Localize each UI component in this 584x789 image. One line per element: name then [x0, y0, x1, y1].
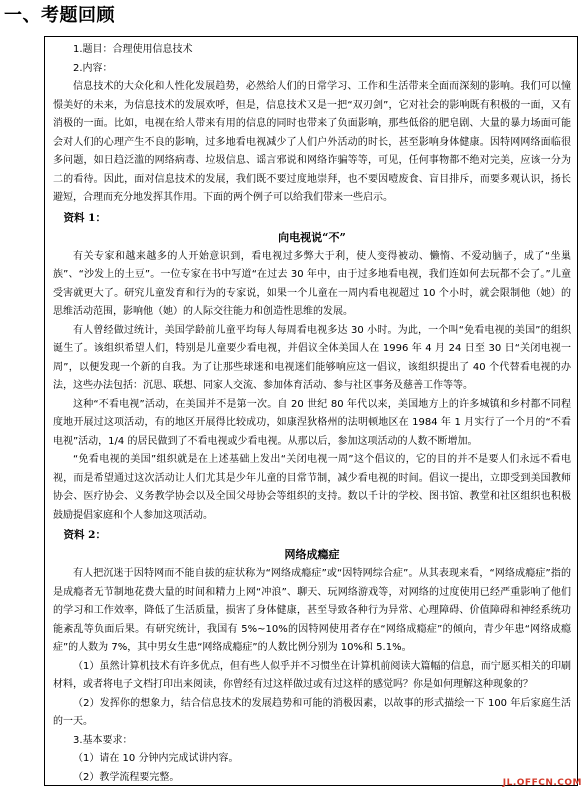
question-1: （1）虽然计算机技术有许多优点，但有些人似乎并不习惯坐在计算机前阅读大篇幅的信息，而宁愿买相关的印刷材料，或者将电子文档打印出来阅读，你曾经有过这样做过或有过这样的感觉吗？你是如何理解这种现象的？: [53, 660, 571, 690]
material-1-title: 向电视说“不”: [278, 230, 346, 244]
material-2-title: 网络成瘾症: [284, 548, 340, 561]
content-label: 2.内容：: [73, 62, 113, 74]
intro-paragraph: 信息技术的大众化和人性化发展趋势，必然给人们的日常学习、工作和生活带来全面而深刻的影响。我们可以憧憬美好的未来，为信息技术的发展欢呼，但是，信息技术又是一把“双刃剑”，它对社会的影响既有积极的一面，又有消极的一面。比如，电视在给人带来有用的信息的同时也带来了负面影响，那些低俗的肥皂剧、大量的暴力场面可能会对人们的心理产生不良的影响，过多地看电视减少了人们户外活动的时长，甚至影响身体健康。因特网网络面临很多问题，如日趋泛滥的网络病毒、垃圾信息、谣言邪说和网络诈骗等等，可见，任何事物都不绝对完美，应该一分为二的看待。因此，面对信息技术的发展，我们既不要过度地崇拜，也不要因噎废食、盲目排斥，而要多观认识，扬长避短，合理而充分地发挥其作用。下面的两个例子可以给我们带来一些启示。: [53, 81, 571, 203]
section-heading: 一、考题回顾: [4, 5, 115, 26]
question-2: （2）发挥你的想象力，结合信息技术的发展趋势和可能的消极因素，以故事的形式描绘一下 100 年后家庭生活的一天。: [53, 697, 571, 727]
site-watermark: JL.OFFCN.COM: [502, 778, 582, 788]
material-2-paragraph-1: 有人把沉迷于因特网而不能自拔的症状称为“网络成瘾症”或“因特网综合症”。从其表现来看，“网络成瘾症”指的是成瘾者无节制地花费大量的时间和精力上网“冲浪”、聊天、玩网络游戏等，对网络的过度使用已经严重影响了他们的学习和工作效率，降低了生活质量，损害了身体健康，甚至导致各种行为异常、心理障碍、价值障碍和神经系统功能紊乱等负面后果。有研究统计，我国有 5%~10%的因特网使用者存在“网络成瘾症”的倾向，青少年患“网络成瘾症”的人数为 7%，其中男女生患“网络成瘾症”的人数比例分别为 10%和 5.1%。: [53, 568, 571, 653]
basic-requirements-label: 3.基本要求：: [73, 734, 133, 746]
material-1-paragraph-1: 有关专家和越来越多的人开始意识到，看电视过多弊大于利，使人变得被动、懒惰、不爱动脑子，成了“坐巢族”、“沙发上的土豆”。一位专家在书中写道“在过去 30 年中，由于过多地看电视，我们连如何去玩都不会了。”儿童受害就更大了。研究儿童发育和行为的专家说，如果一个儿童在一周内看电视超过 10 个小时，就会限制他（她）的思维活动范围，影响他（她）的人际交往能力和创造性思维的发展。: [53, 250, 571, 317]
exam-question-box: [44, 36, 578, 786]
material-1-paragraph-3: 这种“不看电视”活动，在美国并不是第一次。自 20 世纪 80 年代以来，美国地方上的许多城镇和乡村都不同程度地开展过这项活动，有的地区开展得比较成功，如康涅狄格州的法明顿地区在 1984 年 1 月实行了一个月的“不看电视”活动，1/4 的居民做到了不看电视或少看电视。从那以后，参加这项活动的人数不断增加。: [53, 398, 571, 447]
material-2-label: 资料 2：: [63, 529, 106, 541]
requirement-2: （2）教学流程要完整。: [73, 771, 180, 783]
material-1-paragraph-4: “免看电视的美国”组织就是在上述基础上发出“关闭电视一周”这个倡议的，它的目的并不是要人们永远不看电视，而是希望通过这次活动让人们尤其是少年儿童的目常节制，减少看电视的时间。倡议一提出，立即受到美国教师协会、医疗协会、义务教学协会以及全国父母协会等组织的支持。数以千计的学校、图书馆、教堂和社区组织也积极鼓励提倡家庭和个人参加这项活动。: [53, 454, 571, 521]
topic-line: 1.题目：合理使用信息技术: [73, 44, 193, 55]
material-1-paragraph-2: 有人曾经做过统计，美国学龄前儿童平均每人每周看电视多达 30 小时。为此，一个叫“免看电视的美国”的组织诞生了。该组织希望人们，特别是儿童要少看电视，并倡议全体美国人在 1996 年 4 月 24 日至 30 日“关闭电视一周”，以便发现一个新的自我。为了让那些球迷和电视迷们能够响应这一倡议，该组织提出了 40 个代替看电视的办法，这些办法包括：沉思、联想、同家人交流、参加体育活动、参与社区事务及慈善工作等等。: [53, 324, 571, 391]
material-1-label: 资料 1：: [63, 211, 106, 224]
requirement-1: （1）请在 10 分钟内完成试讲内容。: [73, 753, 239, 764]
